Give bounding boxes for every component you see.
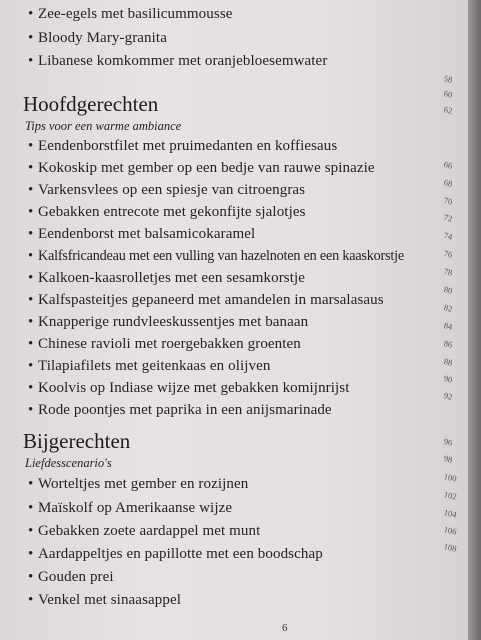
bullet-glyph: •: [28, 53, 34, 69]
bullet-glyph: •: [28, 358, 34, 374]
page-number: 76: [442, 248, 454, 260]
page-number: 86: [442, 338, 454, 350]
recipe-title: Knapperige rundvleeskussentjes met banaan: [38, 314, 309, 330]
list-item: [28, 182, 305, 199]
bullet-glyph: •: [28, 160, 34, 176]
list-item: [28, 270, 305, 287]
list-item: [28, 53, 327, 70]
page-number: 80: [442, 284, 454, 296]
bullet-glyph: •: [28, 336, 34, 352]
bullet-glyph: •: [28, 292, 34, 308]
bullet-glyph: •: [28, 523, 34, 539]
bullet-glyph: •: [28, 402, 34, 418]
list-item: [28, 248, 404, 265]
page-number: 78: [442, 266, 454, 278]
page-number: 70: [442, 195, 454, 207]
page-number: 98: [442, 453, 454, 465]
section-heading-side: Bijgerechten: [23, 429, 131, 453]
recipe-title: Rode poontjes met paprika in een anijsmarinade: [38, 402, 332, 418]
recipe-title: Worteltjes met gember en rozijnen: [38, 476, 249, 492]
page-number: 100: [442, 471, 458, 484]
list-item: [28, 160, 375, 177]
page-number: 58: [442, 73, 454, 85]
recipe-title: Gouden prei: [38, 569, 114, 585]
bullet-glyph: •: [28, 500, 34, 516]
page-number: 92: [442, 390, 454, 402]
bullet-glyph: •: [28, 380, 34, 396]
list-item: [28, 226, 255, 243]
recipe-title: Kokoskip met gember op een bedje van rauwe spinazie: [38, 160, 375, 176]
list-item: [28, 523, 260, 540]
list-item: [28, 204, 306, 221]
recipe-title: Aardappeltjes en papillotte met een boodschap: [38, 546, 323, 562]
section-subtitle-main: Tips voor een warme ambiance: [25, 119, 182, 133]
recipe-title: Kalfsfricandeau met een vulling van hazelnoten en een kaaskorstje: [38, 248, 404, 264]
bullet-glyph: •: [28, 138, 34, 154]
page-number: 104: [442, 507, 458, 520]
page-number: 74: [442, 230, 454, 242]
bullet-glyph: •: [28, 270, 34, 286]
bullet-glyph: •: [28, 546, 34, 562]
list-item: [28, 292, 384, 309]
recipe-title: Koolvis op Indiase wijze met gebakken komijnrijst: [38, 380, 350, 396]
section-subtitle-side: Liefdesscenario's: [25, 456, 112, 470]
section-heading-main: Hoofdgerechten: [23, 92, 159, 116]
recipe-title: Chinese ravioli met roergebakken groenten: [38, 336, 301, 352]
recipe-title: Gebakken zoete aardappel met munt: [38, 523, 261, 539]
list-item: [28, 358, 270, 375]
bullet-glyph: •: [28, 182, 34, 198]
recipe-title: Venkel met sinaasappel: [38, 592, 181, 608]
page-number: 88: [442, 356, 454, 368]
bullet-glyph: •: [28, 569, 34, 585]
recipe-title: Varkensvlees op een spiesje van citroengras: [38, 182, 306, 198]
bullet-glyph: •: [28, 592, 34, 608]
list-item: [28, 336, 301, 353]
list-item: [28, 569, 114, 586]
recipe-title: Tilapiafilets met geitenkaas en olijven: [38, 358, 271, 374]
list-item: [28, 500, 232, 517]
page-number: 60: [442, 88, 454, 100]
page-number: 106: [442, 524, 458, 537]
bullet-glyph: •: [28, 6, 34, 22]
bullet-glyph: •: [28, 248, 33, 264]
bullet-glyph: •: [28, 226, 34, 242]
list-item: [28, 592, 181, 609]
recipe-title: Kalfspasteitjes gepaneerd met amandelen in marsalasaus: [38, 292, 384, 308]
page-number: 90: [442, 373, 454, 385]
folio: 6: [282, 622, 288, 634]
recipe-title: Bloody Mary-granita: [38, 30, 167, 46]
recipe-title: Maïskolf op Amerikaanse wijze: [38, 500, 233, 516]
recipe-title: Kalkoen-kaasrolletjes met een sesamkorstje: [38, 270, 306, 286]
page-number: 108: [442, 541, 458, 554]
list-item: [28, 6, 233, 23]
page-number: 96: [442, 436, 454, 448]
page-number: 68: [442, 177, 454, 189]
list-item: [28, 380, 350, 397]
recipe-title: Eendenborst met balsamicokaramel: [38, 226, 256, 242]
bullet-glyph: •: [28, 204, 34, 220]
recipe-title: Libanese komkommer met oranjebloesemwater: [38, 53, 328, 69]
list-item: [28, 30, 167, 47]
recipe-title: Zee-egels met basilicummousse: [38, 6, 233, 22]
page-number: 72: [442, 212, 454, 224]
list-item: [28, 546, 323, 563]
list-item: [28, 476, 248, 493]
page-number: 102: [442, 489, 458, 502]
recipe-title: Gebakken entrecote met gekonfijte sjalotjes: [38, 204, 306, 220]
page-number: 66: [442, 159, 454, 171]
page-number: 84: [442, 320, 454, 332]
list-item: [28, 314, 308, 331]
page-edge-shadow: [468, 0, 481, 640]
list-item: [28, 402, 332, 419]
recipe-title: Eendenborstfilet met pruimedanten en koffiesaus: [38, 138, 338, 154]
list-item: [28, 138, 337, 155]
bullet-glyph: •: [28, 30, 34, 46]
page-number: 62: [442, 104, 454, 116]
bullet-glyph: •: [28, 476, 34, 492]
page-number: 82: [442, 302, 454, 314]
bullet-glyph: •: [28, 314, 34, 330]
